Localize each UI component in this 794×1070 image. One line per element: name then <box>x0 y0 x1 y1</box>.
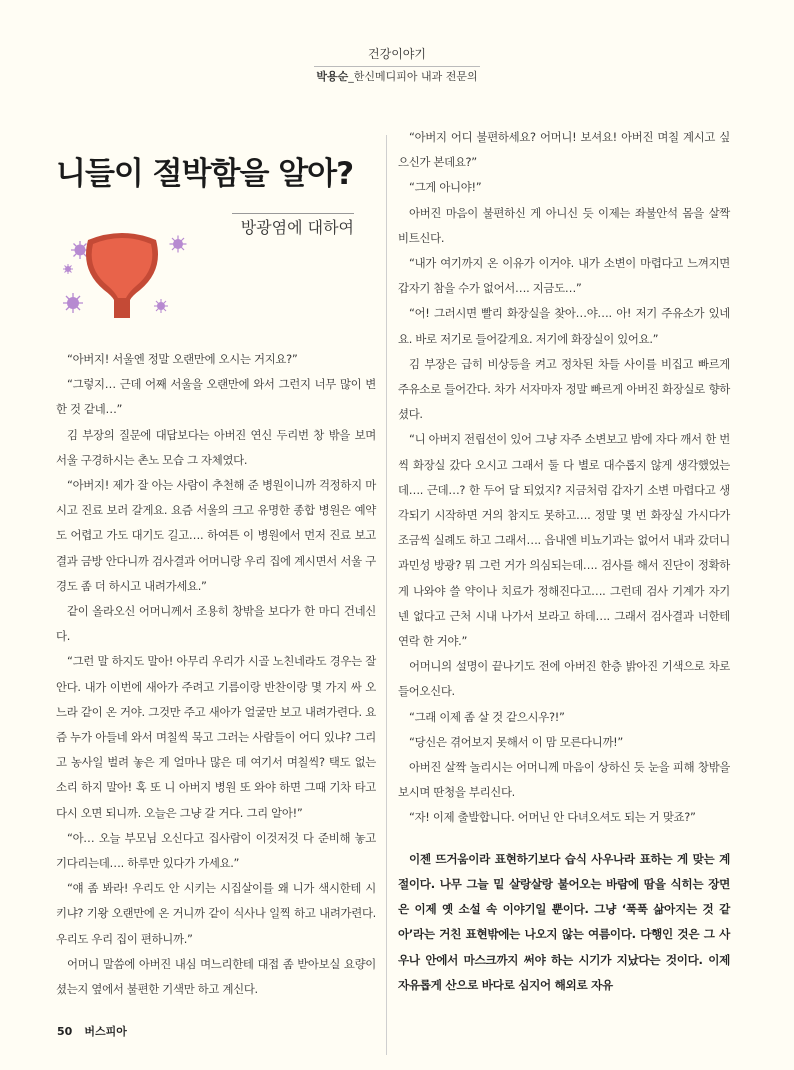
author-line <box>0 70 794 84</box>
virus-icon <box>63 264 73 274</box>
paragraph: 아버진 마음이 불편하신 게 아니신 듯 이제는 좌불안석 몸을 살짝 비트신다. <box>398 205 730 245</box>
page-number: 50 <box>57 1025 73 1038</box>
paragraph: “아… 오늘 부모님 오신다고 집사람이 이것저것 다 준비해 놓고 기다리는데…. 하루만 있다가 가세요.” <box>56 830 376 871</box>
closing-paragraph: 이젠 뜨거움이라 표현하기보다 습식 사우나라 표하는 게 맞는 계절이다. 나무 그늘 밑 살랑살랑 불어오는 바람에 땀을 식히는 장면은 이제 옛 소설 속 이야기일 뿐이다. 그냥 ‘푹푹 삶아지는 것 같아’라는 거친 표현밖에는 나오지 않는 여름이다. 다행인 것은 그 사우나 안에서 마스크까지 써야 하는 시기가 지났다는 것이다. 이제 자유롭게 산으로 바다로 심지어 해외로 자유 <box>398 851 730 992</box>
paragraph: “그게 아니야!” <box>409 180 482 195</box>
virus-icon <box>170 236 187 253</box>
bladder-icon <box>86 233 158 318</box>
paragraph: 아버진 살짝 놀리시는 어머니께 마음이 상하신 듯 눈을 피해 창밖을 보시며 딴청을 부리신다. <box>398 760 730 800</box>
bladder-illustration <box>58 226 188 322</box>
magazine-name: 버스피아 <box>84 1025 127 1038</box>
paragraph: “얘 좀 봐라! 우리도 안 시키는 시집살이를 왜 니가 색시한테 시키냐? 기왕 오랜만에 온 거니까 같이 식사나 일찍 하고 내려가련다. 우리도 우리 집이 편하니까.” <box>56 881 376 946</box>
paragraph: “자! 이제 출발합니다. 어머닌 안 다녀오셔도 되는 거 맞죠?” <box>409 810 696 825</box>
paragraph: “어! 그러시면 빨리 화장실을 찾아…야…. 아! 저기 주유소가 있네요. 바로 저기로 들어갈게요. 저기에 화장실이 있어요.” <box>398 306 730 346</box>
paragraph: “아버지! 제가 잘 아는 사람이 추천해 준 병원이니까 걱정하지 마시고 진료 보러 갈게요. 요즘 서울의 크고 유명한 종합 병원은 예약도 어렵고 가도 대기도 길고…. 하여튼 이 병원에서 먼저 진료 보고 결과 금방 안다니까 검사결과 어머니랑 우리 집에 계시면서 서울 구경도 좀 더 하시고 내려가세요.” <box>56 478 376 593</box>
virus-icon <box>154 299 168 313</box>
paragraph: 김 부장의 질문에 대답보다는 아버진 연신 두리번 창 밖을 보며 서울 구경하시는 촌노 모습 그 자체였다. <box>56 427 376 467</box>
paragraph: “니 아버지 전립선이 있어 그냥 자주 소변보고 밤에 자다 깨서 한 번씩 화장실 갔다 오시고 그래서 둘 다 별로 대수롭지 않게 생각했었는데…. 근데…? 한 두어 달 되었지? 지금처럼 갑자기 소변 마렵다고 생각되기 시작하면 거의 참지도 못하고…. 정말 몇 번 화장실 가시다가 조금씩 실례도 하고 그래서…. 읍내엔 비뇨기과는 없어서 내과 갔더니 과민성 방광? 뭐 그런 거가 의심되는데…. 검사를 해서 진단이 정확하게 나와야 쓸 약이나 치료가 정해진다고…. 그런데 검사 기계가 자기넨 없다고 근처 시내 나가서 보라고 하데…. 그래서 검사결과 너한테 연락 한 거야.” <box>398 432 730 649</box>
paragraph: 김 부장은 급히 비상등을 켜고 정차된 차들 사이를 비집고 빠르게 주유소로 들어간다. 차가 서자마자 정말 빠르게 아버진 화장실로 향하셨다. <box>398 356 730 422</box>
author-role: _한신메디피아 내과 전문의 <box>348 70 478 83</box>
page-footer <box>57 1023 127 1039</box>
paragraph: “당신은 겪어보지 못해서 이 맘 모른다니까!” <box>409 734 624 749</box>
paragraph: “아버지 어디 불편하세요? 어머니! 보셔요! 아버진 며칠 계시고 싶으신가 본데요?” <box>398 130 730 170</box>
paragraph: 어머니의 설명이 끝나기도 전에 아버진 한층 밝아진 기색으로 차로 들어오신다. <box>398 659 730 699</box>
column-divider <box>386 135 387 1055</box>
header-divider <box>314 66 480 67</box>
article-title: 니들이 절박함을 알아? <box>56 156 354 192</box>
paragraph: 같이 올라오신 어머니께서 조용히 창밖을 보다가 한 마디 건네신다. <box>56 604 376 644</box>
section-label: 건강이야기 <box>368 47 426 61</box>
paragraph: “내가 여기까지 온 이유가 이거야. 내가 소변이 마렵다고 느껴지면 갑자기 참을 수가 없어서…. 지금도…” <box>398 256 730 296</box>
paragraph: “그런 말 하지도 말아! 아무리 우리가 시골 노친네라도 경우는 잘 안다. 내가 이번에 새아가 주려고 기름이랑 반찬이랑 몇 가지 싸 오느라 같이 온 거야. 그것만 주고 새아가 얼굴만 보고 내려가련다. 요즘 누가 아들네 와서 며칠씩 묵고 그러는 사람들이 어디 있냐? 그리고 농사일 벌려 놓은 게 얼마나 많은 데 여기서 며칠씩? 택도 없는 소리 하지 말아! 혹 또 니 아버지 병원 또 와야 하면 그때 기차 타고 다시 오면 되니까. 오늘은 그냥 갈 거다. 그리 알아!” <box>56 654 376 820</box>
paragraph: 어머니 말씀에 아버진 내심 며느리한테 대접 좀 받아보실 요량이셨는지 옆에서 불편한 기색만 하고 계신다. <box>56 956 376 997</box>
paragraph: “아버지! 서울엔 정말 오랜만에 오시는 거지요?” <box>67 352 298 366</box>
left-column <box>56 347 376 1002</box>
paragraph: “그래 이제 좀 살 것 같으시우?!” <box>409 709 565 724</box>
virus-icon <box>63 293 83 313</box>
article-subtitle: 방광염에 대하여 <box>232 213 354 240</box>
paragraph: “그렇지… 근데 어째 서울을 오랜만에 와서 그런지 너무 많이 변한 것 같네…” <box>56 377 376 417</box>
page-header <box>0 46 794 84</box>
right-column <box>398 125 730 998</box>
author-name: 박용순 <box>316 70 349 83</box>
